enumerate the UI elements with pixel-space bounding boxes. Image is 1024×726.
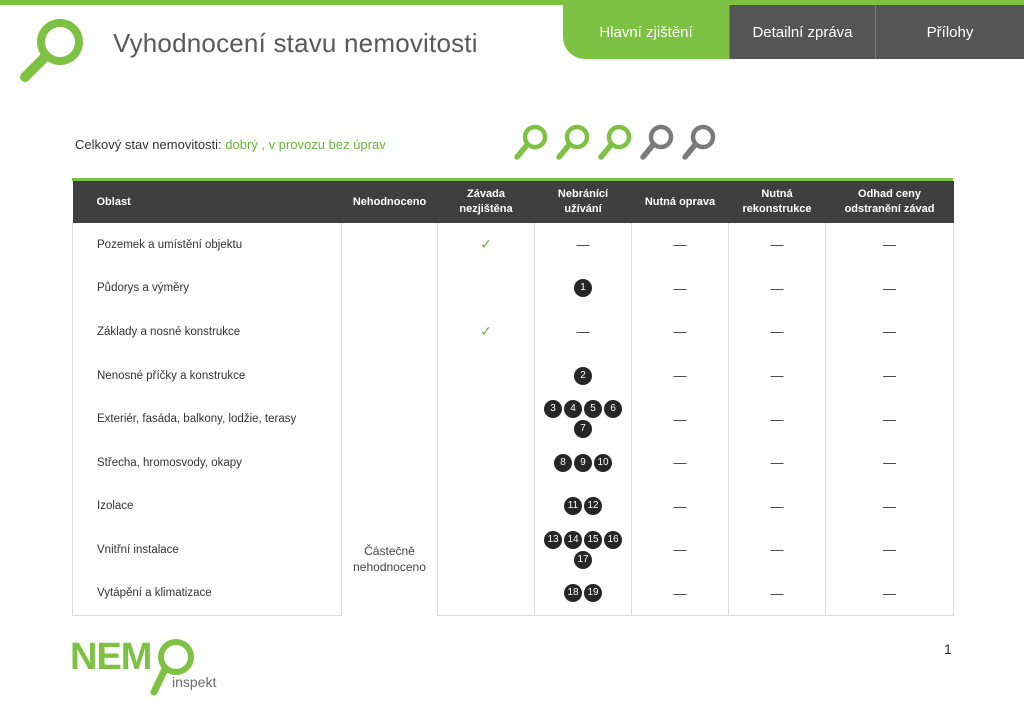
empty-dash: — bbox=[673, 280, 687, 296]
tab-prilohy[interactable]: Přílohy bbox=[876, 5, 1024, 59]
nutna-rekonstrukce-cell bbox=[729, 267, 826, 311]
empty-dash: — bbox=[673, 237, 687, 253]
rating-magnifier-filled-icon bbox=[512, 122, 550, 162]
rating-magnifier-filled-icon bbox=[596, 122, 634, 162]
finding-badges bbox=[543, 367, 623, 385]
empty-dash: — bbox=[673, 411, 687, 427]
finding-number-badge[interactable]: 16 bbox=[604, 531, 622, 549]
column-header-nehodnoceno: Nehodnoceno bbox=[342, 181, 438, 223]
finding-badges bbox=[543, 584, 623, 602]
table-row bbox=[73, 528, 954, 572]
empty-dash: — bbox=[883, 542, 896, 558]
finding-number-badge[interactable]: 12 bbox=[584, 497, 602, 515]
odhad-ceny-cell bbox=[826, 354, 954, 398]
finding-number-badge[interactable]: 8 bbox=[554, 454, 572, 472]
finding-number-badge[interactable]: 3 bbox=[544, 400, 562, 418]
odhad-ceny-cell bbox=[826, 441, 954, 485]
empty-dash: — bbox=[883, 280, 896, 296]
table-body bbox=[73, 223, 954, 615]
nutna-oprava-cell bbox=[632, 223, 729, 267]
nebranici-uzivani-cell bbox=[535, 397, 632, 441]
row-area-label: Vytápění a klimatizace bbox=[73, 572, 342, 616]
nutna-oprava-cell bbox=[632, 397, 729, 441]
row-area-label: Základy a nosné konstrukce bbox=[73, 310, 342, 354]
column-header-zavada-nezjistena: Závada nezjištěna bbox=[438, 181, 535, 223]
page-number: 1 bbox=[944, 641, 952, 657]
row-area-label: Izolace bbox=[73, 485, 342, 529]
rating-magnifier-empty-icon bbox=[638, 122, 676, 162]
nutna-rekonstrukce-cell bbox=[729, 441, 826, 485]
nutna-oprava-cell bbox=[632, 310, 729, 354]
finding-number-badge[interactable]: 14 bbox=[564, 531, 582, 549]
empty-dash: — bbox=[883, 324, 896, 340]
finding-number-badge[interactable]: 15 bbox=[584, 531, 602, 549]
odhad-ceny-cell bbox=[826, 485, 954, 529]
nutna-oprava-cell bbox=[632, 354, 729, 398]
table-row bbox=[73, 441, 954, 485]
finding-badges bbox=[543, 531, 623, 569]
finding-number-badge[interactable]: 9 bbox=[574, 454, 592, 472]
table-row bbox=[73, 572, 954, 616]
finding-number-badge[interactable]: 10 bbox=[594, 454, 612, 472]
finding-number-badge[interactable]: 1 bbox=[574, 279, 592, 297]
table-row bbox=[73, 485, 954, 529]
finding-number-badge[interactable]: 5 bbox=[584, 400, 602, 418]
table-row bbox=[73, 397, 954, 441]
zavada-nezjistena-cell bbox=[438, 310, 535, 354]
overall-condition-label: Celkový stav nemovitosti: bbox=[75, 137, 222, 152]
empty-dash: — bbox=[770, 280, 784, 296]
row-area-label: Nenosné příčky a konstrukce bbox=[73, 354, 342, 398]
empty-dash: — bbox=[673, 585, 687, 601]
finding-number-badge[interactable]: 17 bbox=[574, 551, 592, 569]
table-header-row bbox=[73, 181, 954, 223]
nebranici-uzivani-cell bbox=[535, 223, 632, 267]
zavada-nezjistena-cell bbox=[438, 572, 535, 616]
finding-number-badge[interactable]: 4 bbox=[564, 400, 582, 418]
table-row bbox=[73, 354, 954, 398]
column-header-nebranici-uzivani: Nebránící užívání bbox=[535, 181, 632, 223]
nehodnoceno-merged-cell: Částečně nehodnoceno bbox=[342, 223, 438, 615]
odhad-ceny-cell bbox=[826, 572, 954, 616]
row-area-label: Střecha, hromosvody, okapy bbox=[73, 441, 342, 485]
empty-dash: — bbox=[883, 498, 896, 514]
findings-table-wrapper bbox=[72, 178, 953, 616]
empty-dash: — bbox=[770, 411, 784, 427]
odhad-ceny-cell bbox=[826, 223, 954, 267]
empty-dash: — bbox=[673, 542, 687, 558]
condition-rating bbox=[512, 122, 718, 162]
finding-number-badge[interactable]: 18 bbox=[564, 584, 582, 602]
nemo-inspekt-logo bbox=[70, 636, 230, 698]
check-icon: ✓ bbox=[480, 236, 492, 253]
findings-table bbox=[72, 181, 954, 616]
empty-dash: — bbox=[576, 237, 590, 253]
empty-dash: — bbox=[883, 368, 896, 384]
finding-badges bbox=[543, 279, 623, 297]
zavada-nezjistena-cell bbox=[438, 528, 535, 572]
nutna-rekonstrukce-cell bbox=[729, 572, 826, 616]
empty-dash: — bbox=[770, 237, 784, 253]
nebranici-uzivani-cell bbox=[535, 310, 632, 354]
empty-dash: — bbox=[770, 498, 784, 514]
overall-condition bbox=[75, 137, 386, 152]
row-area-label: Exteriér, fasáda, balkony, lodžie, terasy bbox=[73, 397, 342, 441]
rating-magnifier-filled-icon bbox=[554, 122, 592, 162]
table-row bbox=[73, 310, 954, 354]
nutna-oprava-cell bbox=[632, 485, 729, 529]
empty-dash: — bbox=[673, 368, 687, 384]
nutna-rekonstrukce-cell bbox=[729, 397, 826, 441]
finding-number-badge[interactable]: 7 bbox=[574, 420, 592, 438]
nutna-rekonstrukce-cell bbox=[729, 310, 826, 354]
empty-dash: — bbox=[673, 455, 687, 471]
tab-hlavni-zjisteni[interactable]: Hlavní zjištění bbox=[563, 5, 730, 59]
nutna-rekonstrukce-cell bbox=[729, 485, 826, 529]
finding-number-badge[interactable]: 6 bbox=[604, 400, 622, 418]
odhad-ceny-cell bbox=[826, 397, 954, 441]
nutna-oprava-cell bbox=[632, 267, 729, 311]
column-header-odhad-ceny: Odhad ceny odstranění závad bbox=[826, 181, 954, 223]
odhad-ceny-cell bbox=[826, 528, 954, 572]
table-row bbox=[73, 267, 954, 311]
tab-bar bbox=[563, 5, 1024, 59]
rating-magnifier-empty-icon bbox=[680, 122, 718, 162]
table-row bbox=[73, 223, 954, 267]
overall-condition-value: dobrý , v provozu bez úprav bbox=[225, 137, 386, 152]
odhad-ceny-cell bbox=[826, 310, 954, 354]
zavada-nezjistena-cell bbox=[438, 485, 535, 529]
zavada-nezjistena-cell bbox=[438, 397, 535, 441]
check-icon: ✓ bbox=[480, 323, 492, 340]
nutna-rekonstrukce-cell bbox=[729, 223, 826, 267]
zavada-nezjistena-cell bbox=[438, 354, 535, 398]
nebranici-uzivani-cell bbox=[535, 441, 632, 485]
zavada-nezjistena-cell bbox=[438, 441, 535, 485]
brand-subtitle: inspekt bbox=[172, 674, 217, 690]
empty-dash: — bbox=[770, 542, 784, 558]
finding-badges bbox=[543, 400, 623, 438]
zavada-nezjistena-cell bbox=[438, 223, 535, 267]
empty-dash: — bbox=[673, 324, 687, 340]
zavada-nezjistena-cell bbox=[438, 267, 535, 311]
finding-number-badge[interactable]: 2 bbox=[574, 367, 592, 385]
nutna-rekonstrukce-cell bbox=[729, 354, 826, 398]
empty-dash: — bbox=[883, 237, 896, 253]
empty-dash: — bbox=[883, 455, 896, 471]
brand-name: NEM bbox=[70, 636, 152, 678]
empty-dash: — bbox=[770, 585, 784, 601]
nutna-rekonstrukce-cell bbox=[729, 528, 826, 572]
nebranici-uzivani-cell bbox=[535, 267, 632, 311]
tab-detailni-zprava[interactable]: Detailní zpráva bbox=[730, 5, 876, 59]
row-area-label: Pozemek a umístění objektu bbox=[73, 223, 342, 267]
finding-number-badge[interactable]: 13 bbox=[544, 531, 562, 549]
finding-badges bbox=[543, 497, 623, 515]
row-area-label: Půdorys a výměry bbox=[73, 267, 342, 311]
page-title: Vyhodnocení stavu nemovitosti bbox=[113, 28, 478, 58]
nebranici-uzivani-cell bbox=[535, 528, 632, 572]
nutna-oprava-cell bbox=[632, 528, 729, 572]
magnifier-logo-icon bbox=[16, 14, 88, 86]
row-area-label: Vnitřní instalace bbox=[73, 528, 342, 572]
column-header-nutna-rekonstrukce: Nutná rekonstrukce bbox=[729, 181, 826, 223]
finding-number-badge[interactable]: 11 bbox=[564, 497, 582, 515]
nebranici-uzivani-cell bbox=[535, 354, 632, 398]
column-header-nutna-oprava: Nutná oprava bbox=[632, 181, 729, 223]
column-header-oblast: Oblast bbox=[73, 181, 342, 223]
empty-dash: — bbox=[770, 324, 784, 340]
finding-badges bbox=[543, 454, 623, 472]
empty-dash: — bbox=[576, 324, 590, 340]
finding-number-badge[interactable]: 19 bbox=[584, 584, 602, 602]
empty-dash: — bbox=[770, 368, 784, 384]
empty-dash: — bbox=[883, 585, 896, 601]
odhad-ceny-cell bbox=[826, 267, 954, 311]
nutna-oprava-cell bbox=[632, 441, 729, 485]
nutna-oprava-cell bbox=[632, 572, 729, 616]
nebranici-uzivani-cell bbox=[535, 572, 632, 616]
nebranici-uzivani-cell bbox=[535, 485, 632, 529]
empty-dash: — bbox=[770, 455, 784, 471]
empty-dash: — bbox=[673, 498, 687, 514]
empty-dash: — bbox=[883, 411, 896, 427]
